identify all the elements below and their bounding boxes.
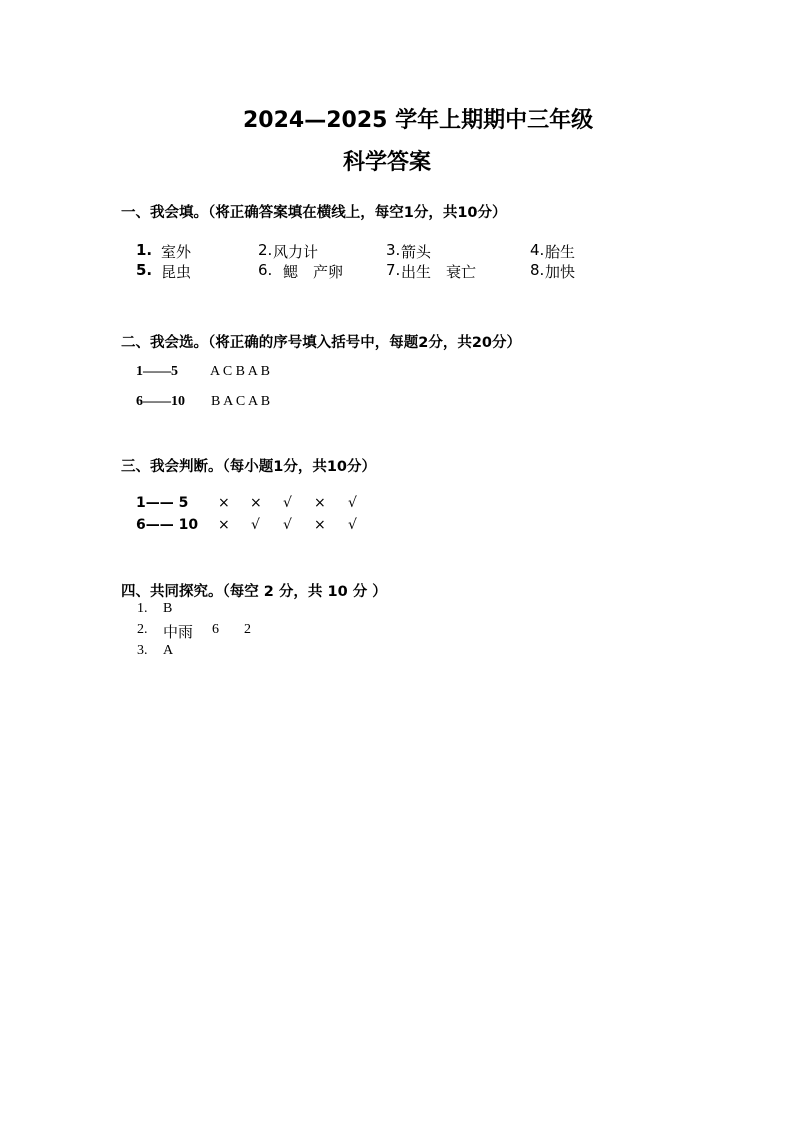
judge-mark: ×: [314, 495, 326, 511]
fill-num-5: 5.: [136, 261, 153, 279]
fill-num-8: 8.: [530, 261, 545, 279]
section3-heading: 三、我会判断。（每小题1分，共10分）: [121, 459, 377, 475]
choice-range-1: 1——5: [136, 364, 178, 379]
judge-mark: ×: [250, 495, 262, 511]
judge-range-1: 1—— 5: [136, 495, 189, 511]
fill-answer-2: 风力计: [273, 243, 319, 261]
fill-num-4: 4.: [530, 241, 545, 259]
fill-answer-3: 箭头: [401, 243, 432, 261]
fill-answer-4: 胎生: [545, 243, 576, 261]
fill-num-3: 3.: [386, 241, 401, 259]
judge-mark: √: [251, 517, 260, 533]
explore-answer-3: A: [163, 643, 174, 658]
judge-mark: ×: [218, 517, 230, 533]
fill-answer-1: 室外: [161, 243, 192, 261]
explore-answer-1: B: [163, 601, 173, 616]
section4-heading: 四、共同探究。（每空 2 分，共 10 分 ）: [121, 584, 387, 600]
choice-answers-2: B A C A B: [211, 394, 271, 409]
fill-answer-8: 加快: [545, 263, 576, 281]
judge-range-2: 6—— 10: [136, 517, 199, 533]
fill-num-7: 7.: [386, 261, 401, 279]
section2-heading: 二、我会选。（将正确的序号填入括号中，每题2分，共20分）: [121, 335, 522, 351]
judge-mark: √: [348, 495, 357, 511]
page-subtitle: 科学答案: [343, 150, 432, 175]
explore-answer-2: 中雨: [163, 623, 194, 641]
judge-mark: √: [283, 517, 292, 533]
fill-num-6: 6.: [258, 261, 273, 279]
fill-num-2: 2.: [258, 241, 273, 259]
explore-num-3: 3.: [137, 643, 148, 658]
section1-heading: 一、我会填。（将正确答案填在横线上，每空1分，共10分）: [121, 205, 507, 221]
fill-answer-5: 昆虫: [161, 263, 192, 281]
explore-num-2: 2.: [137, 622, 148, 637]
choice-range-2: 6——10: [136, 394, 185, 409]
explore-extra-2a: 6: [212, 622, 219, 637]
fill-answer-7: 出生 衰亡: [401, 263, 477, 281]
explore-extra-2b: 2: [244, 622, 251, 637]
fill-num-1: 1.: [136, 241, 153, 259]
choice-answers-1: A C B A B: [210, 364, 270, 379]
fill-answer-6: 鳃 产卵: [283, 263, 344, 281]
judge-mark: ×: [314, 517, 326, 533]
page-title: 2024—2025 学年上期期中三年级: [243, 108, 594, 133]
judge-mark: √: [348, 517, 357, 533]
judge-mark: ×: [218, 495, 230, 511]
judge-mark: √: [283, 495, 292, 511]
explore-num-1: 1.: [137, 601, 148, 616]
